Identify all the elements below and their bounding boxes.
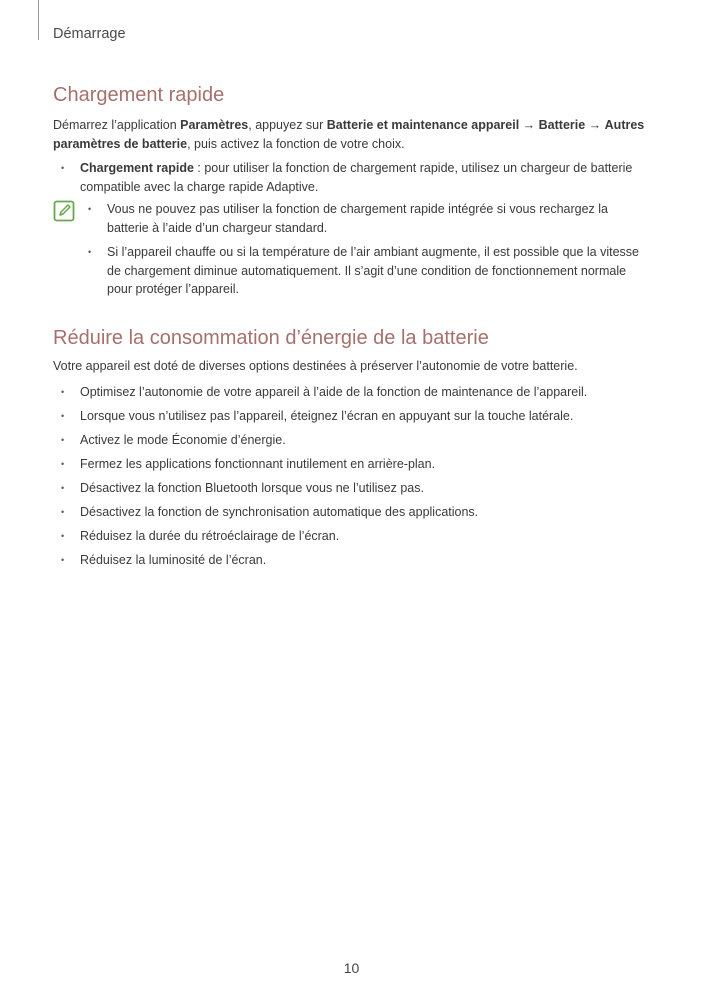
section-header: Démarrage	[53, 26, 126, 42]
intro-other-battery-settings: Autres paramètres de batterie	[53, 118, 645, 151]
list-item: • Réduisez la luminosité de l’écran.	[53, 551, 653, 570]
list-item: • Réduisez la durée du rétroéclairage de l’écran.	[53, 527, 653, 546]
fast-charging-label: Chargement rapide	[80, 161, 194, 175]
fast-charging-list	[53, 159, 653, 196]
note-list	[53, 200, 653, 299]
header-rule	[38, 0, 39, 40]
intro-text-1: Démarrez l’application	[53, 118, 181, 132]
battery-saving-title: Réduire la consommation d’énergie de la batterie	[53, 326, 489, 349]
fast-charging-intro	[53, 116, 653, 153]
intro-battery: Batterie	[538, 118, 586, 132]
intro-text-5: , puis activez la fonction de votre choix.	[187, 136, 405, 151]
list-item: • Désactivez la fonction Bluetooth lorsque vous ne l’utilisez pas.	[53, 479, 653, 498]
page-number: 10	[343, 960, 360, 976]
list-item: • Fermez les applications fonctionnant inutilement en arrière-plan.	[53, 455, 653, 474]
note-item: • Vous ne pouvez pas utiliser la fonction de chargement rapide intégrée si vous rechargez la batterie à l’aide d’un chargeur standard.	[106, 200, 653, 237]
fast-charging-description: : pour utiliser la fonction de chargement rapide, utilisez un chargeur de batterie compatible avec la charge rapide Adaptive.	[80, 161, 633, 194]
list-item	[53, 159, 653, 196]
pencil-note-icon	[53, 200, 75, 222]
fast-charging-title: Chargement rapide	[53, 84, 225, 106]
battery-saving-section	[53, 325, 653, 570]
page-content	[53, 82, 653, 575]
intro-battery-maintenance: Batterie et maintenance appareil	[326, 118, 520, 132]
intro-arrow-1: →	[519, 118, 539, 132]
list-item: • Optimisez l’autonomie de votre appareil à l’aide de la fonction de maintenance de l’appareil.	[53, 383, 653, 402]
battery-saving-list	[53, 383, 653, 570]
list-item: • Désactivez la fonction de synchronisation automatique des applications.	[53, 503, 653, 522]
note-block	[53, 200, 653, 299]
list-item: • Lorsque vous n’utilisez pas l’appareil, éteignez l’écran en appuyant sur la touche latérale.	[53, 407, 653, 426]
battery-saving-intro: Votre appareil est doté de diverses options destinées à préserver l’autonomie de votre batterie.	[53, 358, 578, 373]
list-item: • Activez le mode Économie d’énergie.	[53, 431, 653, 450]
intro-text-2: , appuyez sur	[248, 118, 327, 132]
intro-arrow-2: →	[585, 118, 605, 132]
note-item: • Si l’appareil chauffe ou si la température de l’air ambiant augmente, il est possible que la vitesse de chargement diminue automatiquement. Il s’agit d’une condition de fonctionnement normale pour protéger l’appareil.	[106, 243, 653, 299]
fast-charging-section	[53, 82, 653, 299]
intro-settings-app: Paramètres	[180, 118, 249, 132]
